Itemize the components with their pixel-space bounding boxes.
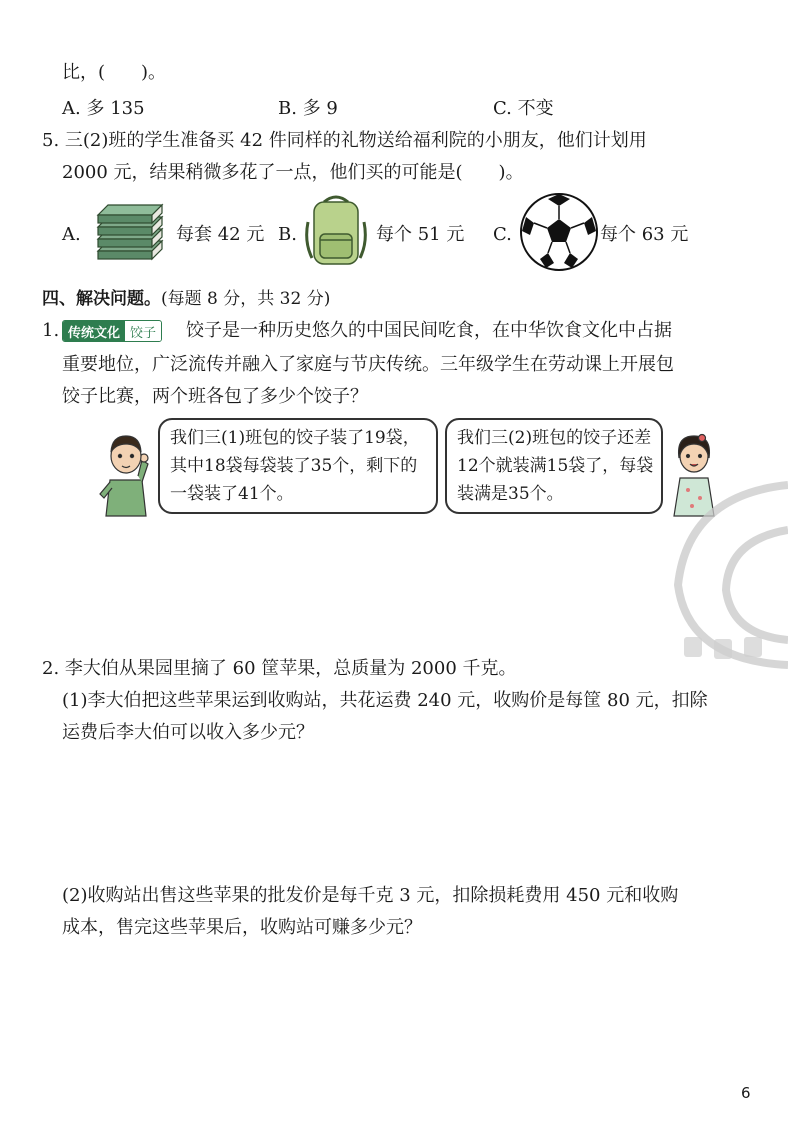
p1-line-1: 饺子是一种历史悠久的中国民间吃食，在中华饮食文化中占据 (186, 320, 672, 341)
option-text: 多 9 (302, 98, 338, 119)
p2-sub2-line-1: (2)收购站出售这些苹果的批发价是每千克 3 元，扣除损耗费用 450 元和收购 (62, 885, 679, 906)
section-score-note: (每题 8 分，共 32 分) (161, 289, 331, 309)
speech-bubble-left (158, 418, 438, 514)
section-heading (42, 286, 330, 312)
bubble-right-line-1: 我们三(2)班包的饺子还差 (457, 428, 652, 448)
q4-tail-text: 比，( )。 (62, 62, 167, 83)
p2-line-1: 2. 李大伯从果园里摘了 60 筐苹果，总质量为 2000 千克。 (42, 658, 517, 679)
option-letter: C. (493, 98, 512, 119)
bubble-left-line-3: 一袋装了41个。 (170, 484, 294, 504)
q5-option-b-price: 每个 51 元 (376, 224, 465, 245)
backpack-icon (300, 192, 372, 272)
bubble-right-line-3: 装满是35个。 (457, 484, 564, 504)
option-text: 不变 (517, 98, 554, 119)
section-title: 四、解决问题。 (42, 289, 161, 309)
option-text: 多 135 (86, 98, 145, 119)
p1-line-3: 饺子比赛，两个班各包了多少个饺子？ (62, 386, 368, 407)
p2-sub1-line-2: 运费后李大伯可以收入多少元？ (62, 722, 314, 743)
books-icon (90, 195, 170, 265)
q5-option-c-price: 每个 63 元 (600, 224, 689, 245)
culture-tag (62, 320, 162, 342)
p1-number: 1. (42, 320, 60, 341)
option-letter: B. (278, 98, 297, 119)
q5-option-a-price: 每套 42 元 (176, 224, 265, 245)
stamp-watermark (648, 455, 788, 680)
q4-option-a (62, 96, 145, 122)
bubble-right-line-2: 12个就装满15袋了，每袋 (457, 456, 654, 476)
culture-tag-main: 传统文化 (63, 321, 125, 341)
bubble-left-line-2: 其中18袋每袋装了35个，剩下的 (170, 456, 418, 476)
page-number: 6 (741, 1084, 751, 1102)
bubble-left-line-1: 我们三(1)班包的饺子装了19袋， (170, 428, 420, 448)
p1-line-2: 重要地位，广泛流传并融入了家庭与节庆传统。三年级学生在劳动课上开展包 (62, 354, 674, 375)
soccer-ball-icon (518, 191, 600, 273)
culture-tag-sub: 饺子 (125, 322, 161, 341)
speech-bubble-right (445, 418, 663, 514)
q5-option-b-letter: B. (278, 224, 297, 245)
q4-option-b (278, 96, 338, 122)
q5-option-a-letter: A. (62, 224, 81, 245)
q5-line-2: 2000 元，结果稍微多花了一点，他们买的可能是( )。 (62, 162, 524, 183)
boy-illustration (96, 424, 156, 520)
q4-option-c (493, 96, 554, 122)
p2-sub2-line-2: 成本，售完这些苹果后，收购站可赚多少元？ (62, 917, 422, 938)
q5-option-c-letter: C. (493, 224, 512, 245)
q5-line-1: 5. 三(2)班的学生准备买 42 件同样的礼物送给福利院的小朋友，他们计划用 (42, 130, 647, 151)
p2-sub1-line-1: (1)李大伯把这些苹果运到收购站，共花运费 240 元，收购价是每筐 80 元，扣除 (62, 690, 708, 711)
option-letter: A. (62, 98, 81, 119)
